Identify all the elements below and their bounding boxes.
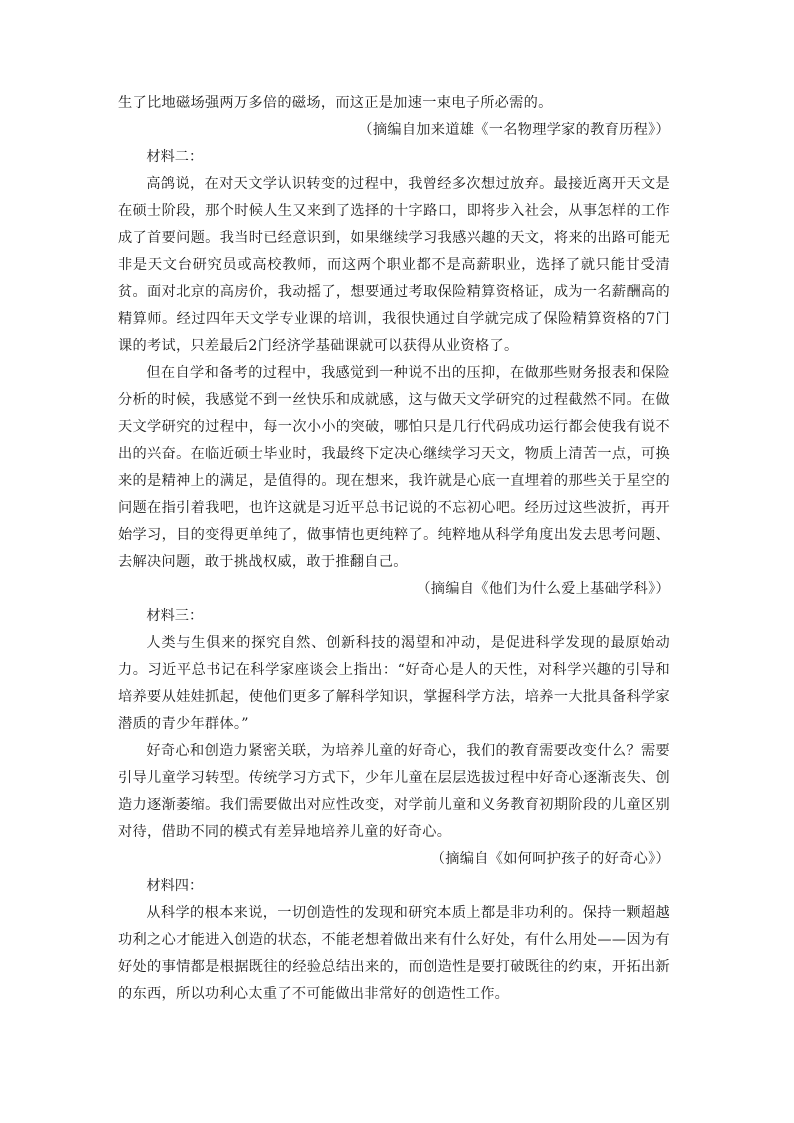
material2-heading: 材料二：: [146, 149, 204, 165]
material4-paragraph-1: 从科学的根本来说，一切创造性的发现和研究本质上都是非功利的。保持一颗超越功利之心才能进入创造的状态，不能老想着做出来有什么好处，有什么用处——因为有好处的事情都是根据既往的经验总结出来的，而创造性是要打破既往的约束，开拓出新的东西，所以功利心太重了不可能做出非常好的创造性工作。: [118, 905, 670, 1002]
material1-source: （摘编自加来道雄《一名物理学家的教育历程》）: [358, 122, 670, 138]
material3-heading: 材料三：: [146, 608, 204, 624]
material2-paragraph-2: 但在自学和备考的过程中，我感觉到一种说不出的压抑，在做那些财务报表和保险分析的时候，我感觉不到一丝快乐和成就感，这与做天文学研究的过程截然不同。在做天文学研究的过程中，每一次小小的突破，哪怕只是几行代码成功运行都会使我有说不出的兴奋。在临近硕士毕业时，我最终下定决心继续学习天文，物质上清苦一点，可换来的是精神上的满足，是值得的。现在想来，我许就是心底一直埋着的那些关于星空的问题在指引着我吧，也许这就是习近平总书记说的不忘初心吧。经历过这些波折，再开始学习，目的变得更单纯了，做事情也更纯粹了。纯粹地从科学角度出发去思考问题、去解决问题，敢于挑战权威，敢于推翻自己。: [118, 365, 670, 570]
material3-paragraph-2: 好奇心和创造力紧密关联，为培养儿童的好奇心，我们的教育需要改变什么？需要引导儿童学习转型。传统学习方式下，少年儿童在层层选拔过程中好奇心逐渐丧失、创造力逐渐萎缩。我们需要做出对应性改变，对学前儿童和义务教育初期阶段的儿童区别对待，借助不同的模式有差异地培养儿童的好奇心。: [118, 743, 670, 840]
material3-paragraph-1: 人类与生俱来的探究自然、创新科技的渴望和冲动，是促进科学发现的最原始动力。习近平总书记在科学家座谈会上指出：“好奇心是人的天性，对科学兴趣的引导和培养要从娃娃抓起，使他们更多了解科学知识，掌握科学方法，培养一大批具备科学家潜质的青少年群体。”: [118, 635, 670, 732]
material2-paragraph-1: 高鸽说，在对天文学认识转变的过程中，我曾经多次想过放弃。最接近离开天文是在硕士阶段，那个时候人生又来到了选择的十字路口，即将步入社会，从事怎样的工作成了首要问题。我当时已经意识到，如果继续学习我感兴趣的天文，将来的出路可能无非是天文台研究员或高校教师，而这两个职业都不是高薪职业，选择了就只能甘受清贫。面对北京的高房价，我动摇了，想要通过考取保险精算资格证，成为一名薪酬高的精算师。经过四年天文学专业课的培训，我很快通过自学就完成了保险精算资格的7门课的考试，只差最后2门经济学基础课就可以获得从业资格了。: [118, 176, 670, 354]
material3-source: （摘编自《如何呵护孩子的好奇心》）: [430, 851, 670, 867]
material1-tail-line: 生了比地磁场强两万多倍的磁场，而这正是加速一束电子所必需的。: [118, 95, 553, 111]
material2-source: （摘编自《他们为什么爱上基础学科》）: [416, 581, 670, 597]
document-page: [118, 90, 670, 1008]
material4-heading: 材料四：: [146, 878, 204, 894]
